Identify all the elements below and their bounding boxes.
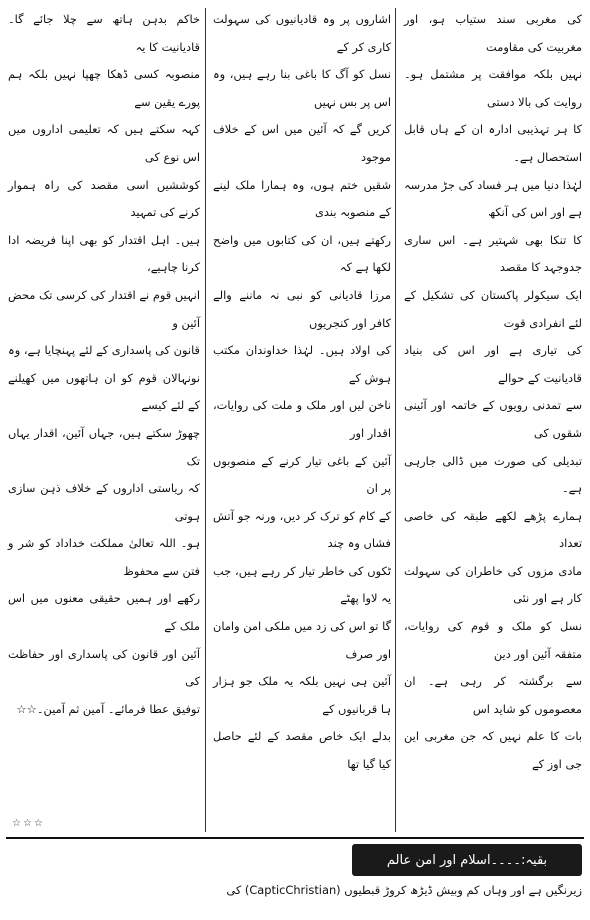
text-line: رکھے اور ہمیں حقیقی معنوں میں اس ملک کے bbox=[8, 591, 200, 634]
continued-article-first-line: زیرنگیں ہے اور وہاں کم وبیش ڈیڑھ کروڑ قبطیوں (CapticChristian) کی bbox=[226, 883, 582, 897]
text-line: آئین کے باغی تیار کرنے کے منصوبوں پر ان bbox=[213, 453, 391, 496]
text-line: ہمارے پڑھے لکھے طبقہ کی خاصی تعداد bbox=[404, 508, 582, 551]
text-line: قانون کی پاسداری کے لئے پہنچایا ہے، وہ bbox=[8, 343, 200, 358]
text-line: مادی مزوں کی خاطران کی سہولت کار ہے اور نئی bbox=[404, 563, 582, 606]
text-line: کہ ریاستی اداروں کے خلاف ذہن سازی ہوتی bbox=[8, 481, 200, 523]
text-line: آئین اور قانون کی پاسداری اور حفاظت کی bbox=[8, 646, 200, 689]
text-line: نہیں بلکہ موافقت پر مشتمل ہو۔ روایت کی بالا دستی bbox=[404, 67, 582, 109]
text-line: کے کام کو ترک کر دیں، ورنہ جو آتش فشاں وہ چند bbox=[213, 508, 391, 551]
continued-article-banner bbox=[352, 844, 582, 876]
text-line: کا تنکا بھی شہتیر ہے۔ اس ساری جدوجہد کا مقصد bbox=[404, 232, 582, 275]
text-line: سے تمدنی رویوں کے خاتمہ اور آئینی شقوں کی bbox=[404, 398, 582, 440]
text-line: بات کا علم نہیں کہ جن مغربی این جی اوز کے bbox=[404, 729, 582, 772]
text-line: ہیں۔ اہل اقتدار کو بھی اپنا فریضہ ادا کرنا چاہیے، bbox=[8, 232, 200, 275]
article-column-right bbox=[404, 6, 582, 779]
text-line: چھوڑ سکتے ہیں، جہاں آئین، اقدار یہاں تک bbox=[8, 425, 200, 468]
text-line: رکھتے ہیں، ان کی کتابوں میں واضح لکھا ہے کہ bbox=[213, 232, 391, 275]
text-line: انہیں قوم نے اقتدار کی کرسی تک محض آئین و bbox=[8, 287, 200, 330]
text-line: نسل کو ملک و قوم کی روایات، متفقہ آئین اور دین bbox=[404, 619, 582, 661]
text-line: ایک سیکولر پاکستان کی تشکیل کے لئے انفرادی قوت bbox=[404, 287, 582, 330]
text-line: شقیں ختم ہوں، وہ ہمارا ملک لینے کے منصوبہ بندی bbox=[213, 177, 391, 220]
column-divider-left bbox=[205, 8, 206, 832]
text-line: مرزا قادیانی کو نبی نہ ماننے والے کافر اور کنجریوں bbox=[213, 287, 391, 330]
text-line: لہٰذا دنیا میں ہر فساد کی جڑ مدرسہ ہے اور اس کی آنکھ bbox=[404, 177, 582, 220]
text-line: اشاروں پر وہ قادیانیوں کی سہولت کاری کر کے bbox=[213, 12, 391, 54]
article-column-left bbox=[8, 6, 200, 723]
text-line: تبدیلی کی صورت میں ڈالی جارہی ہے۔ bbox=[404, 453, 582, 496]
text-line: کہہ سکتے ہیں کہ تعلیمی اداروں میں اس نوع کی bbox=[8, 122, 200, 164]
text-line: کی تیاری ہے اور اس کی بنیاد قادیانیت کے حوالے bbox=[404, 343, 582, 385]
text-line: خاکم بدہن ہاتھ سے چلا جائے گا۔ قادیانیت کا یہ bbox=[8, 12, 200, 54]
text-line: کریں گے کہ آئین میں اس کے خلاف موجود bbox=[213, 122, 391, 164]
text-line: منصوبہ کسی ڈھکا چھپا نہیں بلکہ ہم پورے یقین سے bbox=[8, 67, 200, 109]
text-line: کی اولاد ہیں۔ لہٰذا خداوندان مکتب ہوش کے bbox=[213, 343, 391, 385]
text-line: کوششیں اسی مقصد کی راہ ہموار کرنے کی تمہید bbox=[8, 177, 200, 220]
text-line: کی مغربی سند ستیاب ہو، اور مغربیت کی مقاومت bbox=[404, 12, 582, 54]
text-line: سے برگشتہ کر رہی ہے۔ ان معصوموں کو شاید اس bbox=[404, 674, 582, 716]
text-line: آئین ہی نہیں بلکہ یہ ملک جو ہزار ہا قربانیوں کے bbox=[213, 674, 391, 716]
text-line: کا ہر تہذیبی ادارہ ان کے ہاں قابل استحصال ہے۔ bbox=[404, 122, 582, 164]
text-line: ہو۔ اللہ تعالیٰ مملکت خداداد کو شر و فتن سے محفوظ bbox=[8, 536, 200, 578]
text-line: توفیق عطا فرمائے۔ آمین ثم آمین۔☆☆ bbox=[16, 701, 200, 716]
text-line: بدلے ایک خاص مقصد کے لئے حاصل کیا گیا تھا bbox=[213, 729, 391, 772]
text-line: ٹکوں کی خاطر تیار کر رہے ہیں، جب یہ لاوا پھٹے bbox=[213, 563, 391, 606]
section-divider bbox=[6, 837, 584, 839]
column-divider-right bbox=[395, 8, 396, 832]
text-line: ناخن لیں اور ملک و ملت کی روایات، اقدار اور bbox=[213, 398, 391, 440]
text-line: نونہالان قوم کو ان ہاتھوں میں کھیلنے کے لئے کیسے bbox=[8, 370, 200, 413]
text-line: گا تو اس کی زد میں ملکی امن وامان اور صرف bbox=[213, 619, 391, 661]
article-column-middle bbox=[213, 6, 391, 779]
text-line: نسل کو آگ کا باغی بنا رہے ہیں، وہ اس پر بس نہیں bbox=[213, 67, 391, 109]
star-ornament: ☆☆☆ bbox=[12, 818, 45, 829]
banner-title: بقیہ:۔۔۔۔اسلام اور امن عالم bbox=[386, 852, 548, 868]
